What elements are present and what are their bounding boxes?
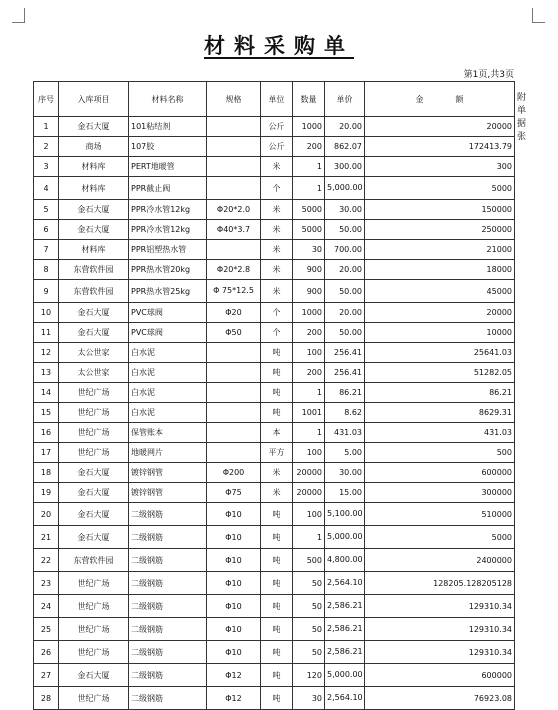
cell-project: 世纪广场 (59, 383, 129, 403)
table-row (34, 463, 515, 483)
cell-unit: 吨 (261, 641, 293, 664)
cell-material: 白水泥 (129, 403, 207, 423)
cell-material: 白水泥 (129, 383, 207, 403)
cell-index: 26 (34, 641, 59, 664)
cell-amount: 10000 (365, 323, 515, 343)
cell-spec: Φ10 (207, 618, 261, 641)
attachment-note: 附单据张 (517, 93, 527, 142)
table-row (34, 423, 515, 443)
cell-amount: 510000 (365, 503, 515, 526)
cell-project: 金石大厦 (59, 483, 129, 503)
cell-spec: Φ10 (207, 641, 261, 664)
cell-spec: Φ10 (207, 549, 261, 572)
cell-index: 10 (34, 303, 59, 323)
cell-quantity: 1 (293, 177, 325, 200)
cell-amount: 431.03 (365, 423, 515, 443)
table-row (34, 200, 515, 220)
cell-material: 二级钢筋 (129, 572, 207, 595)
table-row (34, 177, 515, 200)
cell-quantity: 500 (293, 549, 325, 572)
cell-index: 19 (34, 483, 59, 503)
cell-material: 镀锌钢管 (129, 483, 207, 503)
cell-unit: 本 (261, 423, 293, 443)
cell-spec: Φ20*2.8 (207, 260, 261, 280)
cell-spec (207, 363, 261, 383)
cell-amount: 8629.31 (365, 403, 515, 423)
cell-price: 50.00 (325, 220, 365, 240)
cell-index: 18 (34, 463, 59, 483)
cell-amount: 25641.03 (365, 343, 515, 363)
cell-quantity: 50 (293, 572, 325, 595)
cell-index: 20 (34, 503, 59, 526)
cell-material: 保管账本 (129, 423, 207, 443)
cell-material: PVC球阀 (129, 303, 207, 323)
cell-unit: 个 (261, 323, 293, 343)
table-row (34, 383, 515, 403)
cell-index: 2 (34, 137, 59, 157)
table-row (34, 117, 515, 137)
cell-unit: 吨 (261, 403, 293, 423)
cell-price: 431.03 (325, 423, 365, 443)
cell-quantity: 1 (293, 383, 325, 403)
cell-amount: 500 (365, 443, 515, 463)
cell-project: 金石大厦 (59, 323, 129, 343)
cell-amount: 20000 (365, 303, 515, 323)
table-row (34, 303, 515, 323)
cell-index: 16 (34, 423, 59, 443)
cell-quantity: 1 (293, 526, 325, 549)
cell-project: 太公世家 (59, 363, 129, 383)
cell-amount: 150000 (365, 200, 515, 220)
cell-spec: Φ10 (207, 595, 261, 618)
cell-quantity: 20000 (293, 483, 325, 503)
cell-index: 6 (34, 220, 59, 240)
cell-unit: 吨 (261, 572, 293, 595)
cell-price: 50.00 (325, 323, 365, 343)
table-row (34, 220, 515, 240)
cell-price: 2,564.10 (325, 572, 365, 595)
table-row (34, 240, 515, 260)
cell-amount: 172413.79 (365, 137, 515, 157)
cell-amount: 128205.128205128 (365, 572, 515, 595)
cell-price: 256.41 (325, 363, 365, 383)
cell-price: 5,000.00 (325, 526, 365, 549)
cell-amount: 20000 (365, 117, 515, 137)
cell-spec: Φ10 (207, 503, 261, 526)
cell-quantity: 100 (293, 343, 325, 363)
cell-price: 5,000.00 (325, 664, 365, 687)
cell-index: 11 (34, 323, 59, 343)
cell-unit: 个 (261, 303, 293, 323)
cell-project: 金石大厦 (59, 220, 129, 240)
cell-quantity: 200 (293, 323, 325, 343)
cell-price: 20.00 (325, 260, 365, 280)
cell-amount: 76923.08 (365, 687, 515, 710)
cell-project: 世纪广场 (59, 641, 129, 664)
cell-unit: 吨 (261, 503, 293, 526)
cell-project: 世纪广场 (59, 423, 129, 443)
cell-index: 8 (34, 260, 59, 280)
cell-unit: 吨 (261, 343, 293, 363)
cell-material: PERT地暖管 (129, 157, 207, 177)
table-row (34, 157, 515, 177)
cell-quantity: 100 (293, 443, 325, 463)
cell-price: 4,800.00 (325, 549, 365, 572)
cell-material: 107胶 (129, 137, 207, 157)
cell-quantity: 50 (293, 641, 325, 664)
cell-project: 金石大厦 (59, 117, 129, 137)
cell-spec (207, 383, 261, 403)
cell-quantity: 1001 (293, 403, 325, 423)
cell-amount: 250000 (365, 220, 515, 240)
cell-quantity: 1 (293, 423, 325, 443)
cell-spec (207, 137, 261, 157)
cell-unit: 个 (261, 177, 293, 200)
cell-spec: Φ12 (207, 664, 261, 687)
header-spec: 规格 (207, 82, 261, 117)
cell-amount: 129310.34 (365, 641, 515, 664)
cell-price: 2,586.21 (325, 641, 365, 664)
cell-quantity: 50 (293, 595, 325, 618)
cell-quantity: 120 (293, 664, 325, 687)
cell-spec: Φ12 (207, 687, 261, 710)
cell-material: PPR热水管25kg (129, 280, 207, 303)
cell-index: 27 (34, 664, 59, 687)
cell-unit: 吨 (261, 664, 293, 687)
table-row (34, 343, 515, 363)
table-row (34, 549, 515, 572)
cell-quantity: 100 (293, 503, 325, 526)
cell-project: 金石大厦 (59, 526, 129, 549)
cell-amount: 21000 (365, 240, 515, 260)
table-row (34, 260, 515, 280)
cell-index: 17 (34, 443, 59, 463)
table-row (34, 526, 515, 549)
cell-material: 二级钢筋 (129, 687, 207, 710)
cell-project: 东营软件园 (59, 549, 129, 572)
cell-index: 9 (34, 280, 59, 303)
table-row (34, 687, 515, 710)
cell-spec: Φ20*2.0 (207, 200, 261, 220)
page-info: 第1页,共3页 (463, 70, 514, 80)
cell-index: 5 (34, 200, 59, 220)
cell-index: 13 (34, 363, 59, 383)
cell-index: 12 (34, 343, 59, 363)
cell-material: 二级钢筋 (129, 664, 207, 687)
cell-quantity: 200 (293, 137, 325, 157)
page-corner-mark-top-right (532, 8, 545, 23)
cell-project: 世纪广场 (59, 443, 129, 463)
cell-price: 50.00 (325, 280, 365, 303)
cell-index: 4 (34, 177, 59, 200)
cell-project: 金石大厦 (59, 463, 129, 483)
cell-material: PPR冷水管12kg (129, 200, 207, 220)
table-row (34, 403, 515, 423)
cell-project: 世纪广场 (59, 403, 129, 423)
cell-unit: 平方 (261, 443, 293, 463)
page-corner-mark-top-left (12, 8, 25, 23)
cell-material: PPR铝塑热水管 (129, 240, 207, 260)
cell-project: 太公世家 (59, 343, 129, 363)
cell-project: 世纪广场 (59, 618, 129, 641)
cell-amount: 300 (365, 157, 515, 177)
table-row (34, 323, 515, 343)
cell-project: 世纪广场 (59, 687, 129, 710)
cell-material: 镀锌钢管 (129, 463, 207, 483)
table-row (34, 503, 515, 526)
cell-price: 5,100.00 (325, 503, 365, 526)
cell-quantity: 900 (293, 260, 325, 280)
cell-material: PVC球阀 (129, 323, 207, 343)
cell-spec (207, 343, 261, 363)
cell-project: 世纪广场 (59, 572, 129, 595)
cell-project: 金石大厦 (59, 503, 129, 526)
cell-price: 20.00 (325, 117, 365, 137)
cell-quantity: 1000 (293, 303, 325, 323)
cell-amount: 51282.05 (365, 363, 515, 383)
cell-unit: 米 (261, 157, 293, 177)
cell-unit: 米 (261, 200, 293, 220)
cell-unit: 米 (261, 280, 293, 303)
table-row (34, 443, 515, 463)
cell-spec: Φ40*3.7 (207, 220, 261, 240)
cell-price: 8.62 (325, 403, 365, 423)
cell-quantity: 900 (293, 280, 325, 303)
cell-unit: 吨 (261, 618, 293, 641)
cell-unit: 吨 (261, 549, 293, 572)
cell-unit: 吨 (261, 363, 293, 383)
cell-spec: Φ10 (207, 572, 261, 595)
cell-amount: 86.21 (365, 383, 515, 403)
table-header-row (34, 82, 515, 117)
table-row (34, 572, 515, 595)
cell-unit: 吨 (261, 595, 293, 618)
cell-spec: Φ200 (207, 463, 261, 483)
cell-spec (207, 240, 261, 260)
cell-project: 材料库 (59, 240, 129, 260)
cell-price: 862.07 (325, 137, 365, 157)
cell-spec: Φ10 (207, 526, 261, 549)
cell-quantity: 20000 (293, 463, 325, 483)
header-project: 入库项目 (59, 82, 129, 117)
cell-amount: 300000 (365, 483, 515, 503)
cell-index: 1 (34, 117, 59, 137)
cell-spec: Φ20 (207, 303, 261, 323)
table-row (34, 483, 515, 503)
cell-material: 二级钢筋 (129, 503, 207, 526)
cell-index: 23 (34, 572, 59, 595)
cell-spec: Φ75 (207, 483, 261, 503)
cell-price: 5,000.00 (325, 177, 365, 200)
cell-project: 金石大厦 (59, 200, 129, 220)
cell-material: 白水泥 (129, 343, 207, 363)
table-row (34, 595, 515, 618)
cell-quantity: 1 (293, 157, 325, 177)
cell-spec: Φ 75*12.5 (207, 280, 261, 303)
cell-quantity: 30 (293, 240, 325, 260)
cell-material: 二级钢筋 (129, 526, 207, 549)
header-material: 材料名称 (129, 82, 207, 117)
header-price: 单价 (325, 82, 365, 117)
cell-spec (207, 443, 261, 463)
cell-material: 地暖网片 (129, 443, 207, 463)
cell-project: 材料库 (59, 177, 129, 200)
cell-quantity: 30 (293, 687, 325, 710)
cell-material: PPR热水管20kg (129, 260, 207, 280)
cell-spec (207, 157, 261, 177)
cell-unit: 吨 (261, 383, 293, 403)
cell-amount: 600000 (365, 664, 515, 687)
cell-spec (207, 423, 261, 443)
purchase-table (33, 81, 515, 710)
header-amount: 金 额 (365, 82, 515, 117)
cell-index: 22 (34, 549, 59, 572)
cell-index: 24 (34, 595, 59, 618)
cell-price: 30.00 (325, 463, 365, 483)
cell-quantity: 200 (293, 363, 325, 383)
cell-amount: 600000 (365, 463, 515, 483)
cell-index: 21 (34, 526, 59, 549)
cell-unit: 米 (261, 463, 293, 483)
cell-project: 商场 (59, 137, 129, 157)
cell-quantity: 1000 (293, 117, 325, 137)
cell-unit: 米 (261, 220, 293, 240)
cell-price: 2,586.21 (325, 618, 365, 641)
cell-material: 二级钢筋 (129, 595, 207, 618)
header-index: 序号 (34, 82, 59, 117)
cell-amount: 5000 (365, 526, 515, 549)
cell-unit: 吨 (261, 526, 293, 549)
cell-index: 28 (34, 687, 59, 710)
cell-index: 7 (34, 240, 59, 260)
cell-unit: 公斤 (261, 117, 293, 137)
cell-price: 256.41 (325, 343, 365, 363)
cell-project: 东营软件园 (59, 260, 129, 280)
cell-amount: 45000 (365, 280, 515, 303)
cell-project: 金石大厦 (59, 664, 129, 687)
table-row (34, 280, 515, 303)
cell-price: 86.21 (325, 383, 365, 403)
table-row (34, 641, 515, 664)
cell-project: 金石大厦 (59, 303, 129, 323)
cell-spec (207, 177, 261, 200)
cell-unit: 米 (261, 240, 293, 260)
cell-quantity: 5000 (293, 200, 325, 220)
cell-amount: 129310.34 (365, 595, 515, 618)
cell-project: 东营软件园 (59, 280, 129, 303)
cell-amount: 5000 (365, 177, 515, 200)
cell-price: 300.00 (325, 157, 365, 177)
cell-spec: Φ50 (207, 323, 261, 343)
cell-index: 14 (34, 383, 59, 403)
cell-quantity: 50 (293, 618, 325, 641)
cell-spec (207, 403, 261, 423)
cell-price: 20.00 (325, 303, 365, 323)
cell-material: 二级钢筋 (129, 549, 207, 572)
cell-project: 世纪广场 (59, 595, 129, 618)
cell-price: 2,586.21 (325, 595, 365, 618)
cell-material: PPR冷水管12kg (129, 220, 207, 240)
cell-price: 5.00 (325, 443, 365, 463)
table-row (34, 618, 515, 641)
header-unit: 单位 (261, 82, 293, 117)
document-title: 材料采购单 (204, 33, 354, 58)
table-row (34, 363, 515, 383)
cell-price: 15.00 (325, 483, 365, 503)
cell-material: 白水泥 (129, 363, 207, 383)
cell-index: 15 (34, 403, 59, 423)
header-quantity: 数量 (293, 82, 325, 117)
cell-unit: 米 (261, 483, 293, 503)
cell-index: 25 (34, 618, 59, 641)
cell-spec (207, 117, 261, 137)
cell-quantity: 5000 (293, 220, 325, 240)
cell-amount: 2400000 (365, 549, 515, 572)
cell-price: 2,564.10 (325, 687, 365, 710)
cell-unit: 吨 (261, 687, 293, 710)
cell-price: 30.00 (325, 200, 365, 220)
cell-material: 二级钢筋 (129, 618, 207, 641)
cell-amount: 129310.34 (365, 618, 515, 641)
cell-amount: 18000 (365, 260, 515, 280)
cell-material: 101粘结剂 (129, 117, 207, 137)
cell-price: 700.00 (325, 240, 365, 260)
cell-project: 材料库 (59, 157, 129, 177)
cell-material: 二级钢筋 (129, 641, 207, 664)
cell-unit: 公斤 (261, 137, 293, 157)
table-row (34, 137, 515, 157)
cell-unit: 米 (261, 260, 293, 280)
cell-index: 3 (34, 157, 59, 177)
cell-material: PPR截止阀 (129, 177, 207, 200)
table-row (34, 664, 515, 687)
